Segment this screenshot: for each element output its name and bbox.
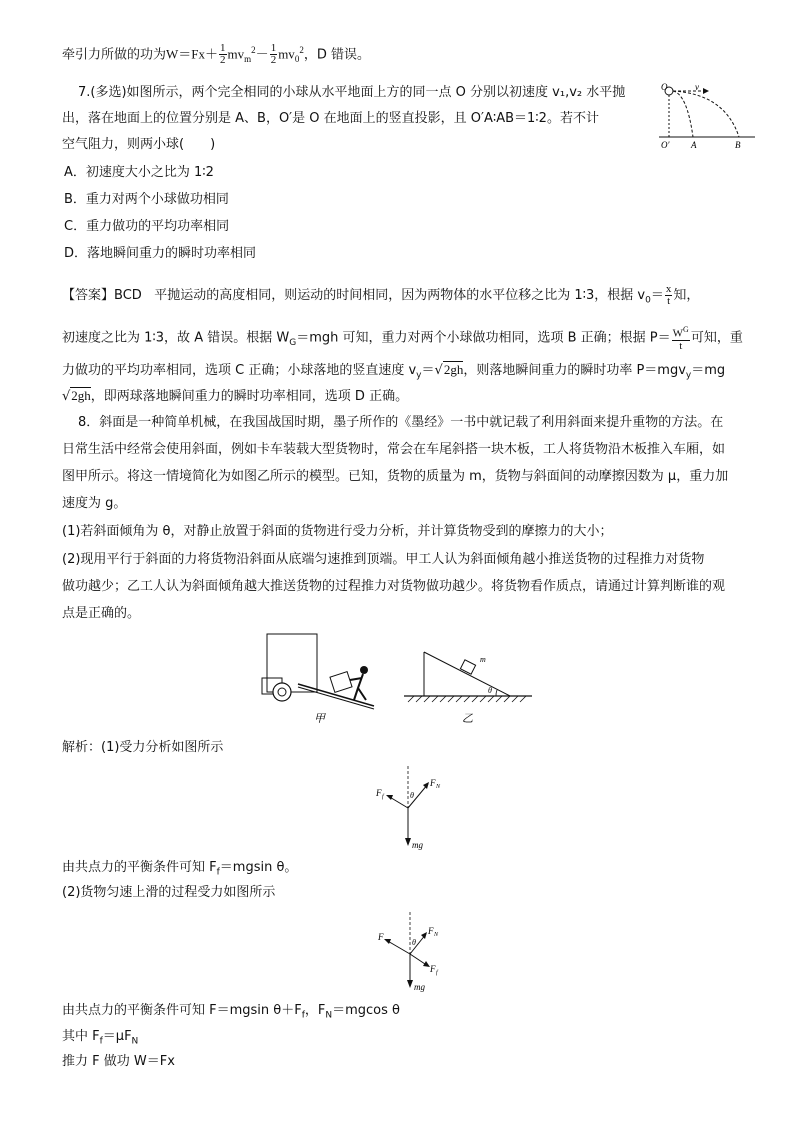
force-diagram-uphill <box>372 910 462 996</box>
q7-option-c: C．重力做功的平均功率相同 <box>64 219 230 234</box>
svg-text:B: B <box>735 140 741 150</box>
svg-text:N: N <box>436 784 441 790</box>
svg-text:θ: θ <box>488 686 492 695</box>
q7-projectile-figure <box>655 82 765 152</box>
svg-text:O′: O′ <box>661 140 670 150</box>
q8-para-1: 8．斜面是一种简单机械，在我国战国时期，墨子所作的《墨经》一书中就记载了利用斜面来提升重物的方法。在 <box>78 415 724 430</box>
fraction-half: $\frac{1}{2}$ <box>220 42 226 67</box>
force-diagram-static <box>370 764 460 852</box>
solution-line-3: (2)货物匀速上滑的过程受力如图所示 <box>62 885 276 900</box>
q7-option-d: D．落地瞬间重力的瞬时功率相同 <box>64 246 257 261</box>
svg-text:F: F <box>430 778 436 788</box>
q8-para-2: 日常生活中经常会使用斜面，例如卡车装载大型货物时，常会在车尾斜搭一块木板，工人将货物沿木板推入车厢，如 <box>62 442 726 457</box>
previous-answer-line: 牵引力所做的功为W＝Fx＋ $\frac{1}{2}$ $mv_m^2-$ $\frac{1}{2}$ $mv_0^2$，D 错误。 <box>62 42 370 67</box>
solution-line-6: 推力 F 做功 W＝Fx <box>62 1054 175 1069</box>
svg-text:θ: θ <box>410 791 414 800</box>
answer-line-1: 【答案】BCD 平抛运动的高度相同，则运动的时间相同，因为两物体的水平位移之比为 1∶3，根据 $v_0=$ $\frac{x}{t}$ 知， <box>62 283 700 307</box>
fraction-wg-over-t: $\frac{W^G}{t}$ <box>672 325 689 352</box>
q7-option-b: B．重力对两个小球做功相同 <box>64 192 229 207</box>
svg-text:A: A <box>691 140 697 150</box>
truck-ramp-figure <box>262 632 382 727</box>
svg-text:mg: mg <box>414 982 425 992</box>
q8-sub-2a: (2)现用平行于斜面的力将货物沿斜面从底端匀速推到顶端。甲工人认为斜面倾角越小推送货物的过程推力对货物 <box>62 552 705 567</box>
svg-text:F: F <box>430 964 436 974</box>
q8-sub-1: (1)若斜面倾角为 θ，对静止放置于斜面的货物进行受力分析，并计算货物受到的摩擦力的大小； <box>62 524 613 539</box>
svg-text:v: v <box>695 82 699 92</box>
q8-sub-2b: 做功越少；乙工人认为斜面倾角越大推送货物的过程推力对货物做功越少。将货物看作质点，请通过计算判断谁的观 <box>62 579 726 594</box>
incline-model-figure <box>404 650 534 726</box>
svg-text:m: m <box>480 655 486 664</box>
solution-line-2: 由共点力的平衡条件可知 $F_f=mgsin$ θ。 <box>62 860 298 878</box>
q7-line-2: 出，落在地面上的位置分别是 A、B，O′是 O 在地面上的竖直投影，且 O′A∶AB＝1∶2。若不计 <box>62 111 599 126</box>
solution-line-4: 由共点力的平衡条件可知 F＝mgsin $\theta+F_f$，$F_N=mgcos$ θ <box>62 1003 400 1021</box>
q8-sub-2c: 点是正确的。 <box>62 606 141 621</box>
q8-para-4: 速度为 g。 <box>62 496 127 511</box>
answer-line-2: 初速度之比为 1∶3，故 A 错误。根据 $W_G=mgh$ 可知，重力对两个小球做功相同，选项 B 正确；根据 P＝ $\frac{W^G}{t}$ 可知，重 <box>62 325 743 352</box>
q7-line-3: 空气阻力，则两小球( ) <box>62 137 216 152</box>
fraction-half-2: $\frac{1}{2}$ <box>270 42 277 67</box>
svg-text:N: N <box>434 932 439 938</box>
q7-line-1: 7.(多选)如图所示，两个完全相同的小球从水平地面上方的同一点 O 分别以初速度 v₁,v₂ 水平抛 <box>78 85 626 100</box>
svg-text:F: F <box>428 926 434 936</box>
svg-text:f: f <box>436 970 438 976</box>
q7-option-a: A．初速度大小之比为 1∶2 <box>64 165 214 180</box>
svg-text:mg: mg <box>412 840 423 850</box>
q8-para-3: 图甲所示。将这一情境简化为如图乙所示的模型。已知，货物的质量为 m，货物与斜面间的动摩擦因数为 μ，重力加 <box>62 469 729 484</box>
svg-text:θ: θ <box>412 938 416 947</box>
fraction-x-over-t: $\frac{x}{t}$ <box>665 283 672 307</box>
svg-text:F: F <box>378 932 384 942</box>
svg-text:乙: 乙 <box>462 713 473 725</box>
solution-line-5: 其中 $F_f=\mu F_N$ <box>62 1029 139 1047</box>
svg-text:O: O <box>661 82 668 92</box>
answer-line-3: 力做功的平均功率相同，选项 C 正确；小球落地的竖直速度 $v_y=√2gh$，则落地瞬间重力的瞬时功率 P＝mgv$_y$＝mg <box>62 362 726 381</box>
svg-text:甲: 甲 <box>314 713 325 725</box>
answer-line-4: √2gh，即两球落地瞬间重力的瞬时功率相同，选项 D 正确。 <box>62 388 409 404</box>
solution-line-1: 解析：(1)受力分析如图所示 <box>62 740 224 755</box>
svg-text:F: F <box>376 788 382 798</box>
svg-text:f: f <box>382 794 384 800</box>
